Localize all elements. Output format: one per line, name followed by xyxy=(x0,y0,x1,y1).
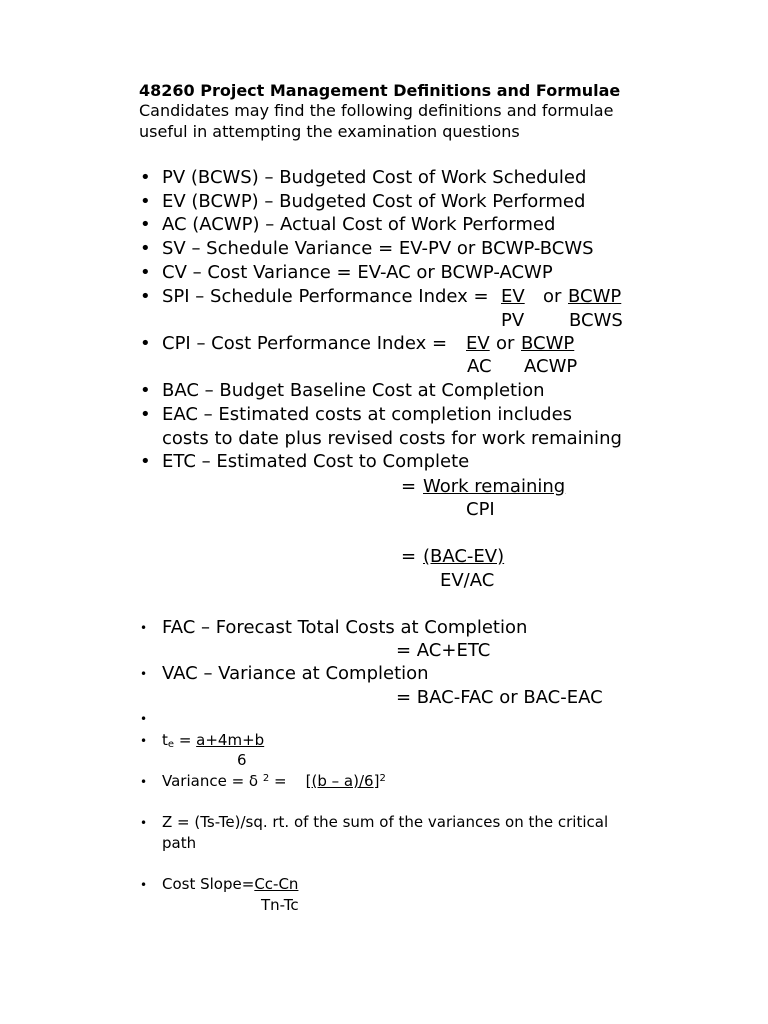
variance-superscript-2: 2 xyxy=(379,773,386,784)
item-fac-label: FAC – Forecast Total Costs at Completion xyxy=(162,617,528,638)
item-sv: SV – Schedule Variance = EV-PV or BCWP-BCWS xyxy=(162,238,594,259)
te-subscript: e xyxy=(167,739,175,750)
item-vac-label: VAC – Variance at Completion xyxy=(162,663,429,684)
bullet-empty: • xyxy=(140,712,148,726)
spi-denominator-pv: PV xyxy=(501,310,525,331)
bullet: • xyxy=(140,333,151,354)
bullet: • xyxy=(140,451,151,472)
variance-close: ] xyxy=(373,772,380,790)
vac-formula: = BAC-FAC or BAC-EAC xyxy=(396,687,603,708)
bullet: • xyxy=(140,262,151,283)
document-title: 48260 Project Management Definitions and Formulae xyxy=(139,81,621,100)
cpi-or: or xyxy=(496,333,515,354)
spi-or: or xyxy=(543,286,562,307)
item-cpi-label: CPI – Cost Performance Index = xyxy=(162,333,448,354)
variance-numerator: (b – a)/6 xyxy=(311,772,374,790)
bullet: • xyxy=(140,214,151,235)
bullet: • xyxy=(140,734,148,748)
bullet: • xyxy=(140,775,148,789)
bullet: • xyxy=(140,286,151,307)
etc-eq1-numerator: Work remaining xyxy=(423,476,566,497)
item-ev: EV (BCWP) – Budgeted Cost of Work Performed xyxy=(162,191,586,212)
item-etc-label: ETC – Estimated Cost to Complete xyxy=(162,451,470,472)
spi-numerator-bcwp: BCWP xyxy=(568,286,622,307)
etc-eq1-prefix: = xyxy=(401,476,417,497)
te-denominator: 6 xyxy=(237,751,247,769)
variance-mid: = [ xyxy=(269,772,312,790)
etc-eq2-numerator: (BAC-EV) xyxy=(423,546,505,567)
intro-line-1: Candidates may find the following definitions and formulae xyxy=(139,101,614,120)
variance-lead: Variance = δ xyxy=(162,772,259,790)
te-numerator: a+4m+b xyxy=(196,731,265,749)
item-bac: BAC – Budget Baseline Cost at Completion xyxy=(162,380,545,401)
item-pv: PV (BCWS) – Budgeted Cost of Work Scheduled xyxy=(162,167,587,188)
bullet: • xyxy=(140,878,148,892)
bullet: • xyxy=(140,238,151,259)
bullet: • xyxy=(140,380,151,401)
bullet: • xyxy=(140,191,151,212)
spi-numerator-ev: EV xyxy=(501,286,525,307)
intro-line-2: useful in attempting the examination questions xyxy=(139,122,520,141)
variance-superscript-1: 2 xyxy=(262,773,270,784)
item-te xyxy=(162,733,264,750)
te-t: t xyxy=(162,731,168,749)
cost-slope-denominator: Tn-Tc xyxy=(261,896,299,914)
item-eac-line-1: EAC – Estimated costs at completion includes xyxy=(162,404,573,425)
item-cost-slope xyxy=(162,877,298,892)
te-equals: = xyxy=(174,731,197,749)
cpi-numerator-ev: EV xyxy=(466,333,490,354)
etc-eq1-denominator: CPI xyxy=(466,499,495,520)
item-z-line-1: Z = (Ts-Te)/sq. rt. of the sum of the variances on the critical xyxy=(162,813,609,831)
bullet: • xyxy=(140,816,148,830)
cpi-numerator-bcwp: BCWP xyxy=(521,333,575,354)
spi-denominator-bcws: BCWS xyxy=(569,310,623,331)
item-eac-line-2: costs to date plus revised costs for work remaining xyxy=(162,428,622,449)
bullet: • xyxy=(140,404,151,425)
item-z-line-2: path xyxy=(162,834,197,852)
cost-slope-lead: Cost Slope= xyxy=(162,875,255,893)
bullet: • xyxy=(140,667,148,681)
fac-formula: = AC+ETC xyxy=(396,640,491,661)
item-spi-label: SPI – Schedule Performance Index = xyxy=(162,286,489,307)
cost-slope-numerator: Cc-Cn xyxy=(254,875,299,893)
bullet: • xyxy=(140,167,151,188)
bullet: • xyxy=(140,621,148,635)
cpi-denominator-acwp: ACWP xyxy=(524,356,578,377)
item-variance xyxy=(162,774,386,789)
etc-eq2-denominator: EV/AC xyxy=(440,570,495,591)
item-ac: AC (ACWP) – Actual Cost of Work Performed xyxy=(162,214,556,235)
etc-eq2-prefix: = xyxy=(401,546,417,567)
cpi-denominator-ac: AC xyxy=(467,356,492,377)
item-cv: CV – Cost Variance = EV-AC or BCWP-ACWP xyxy=(162,262,553,283)
